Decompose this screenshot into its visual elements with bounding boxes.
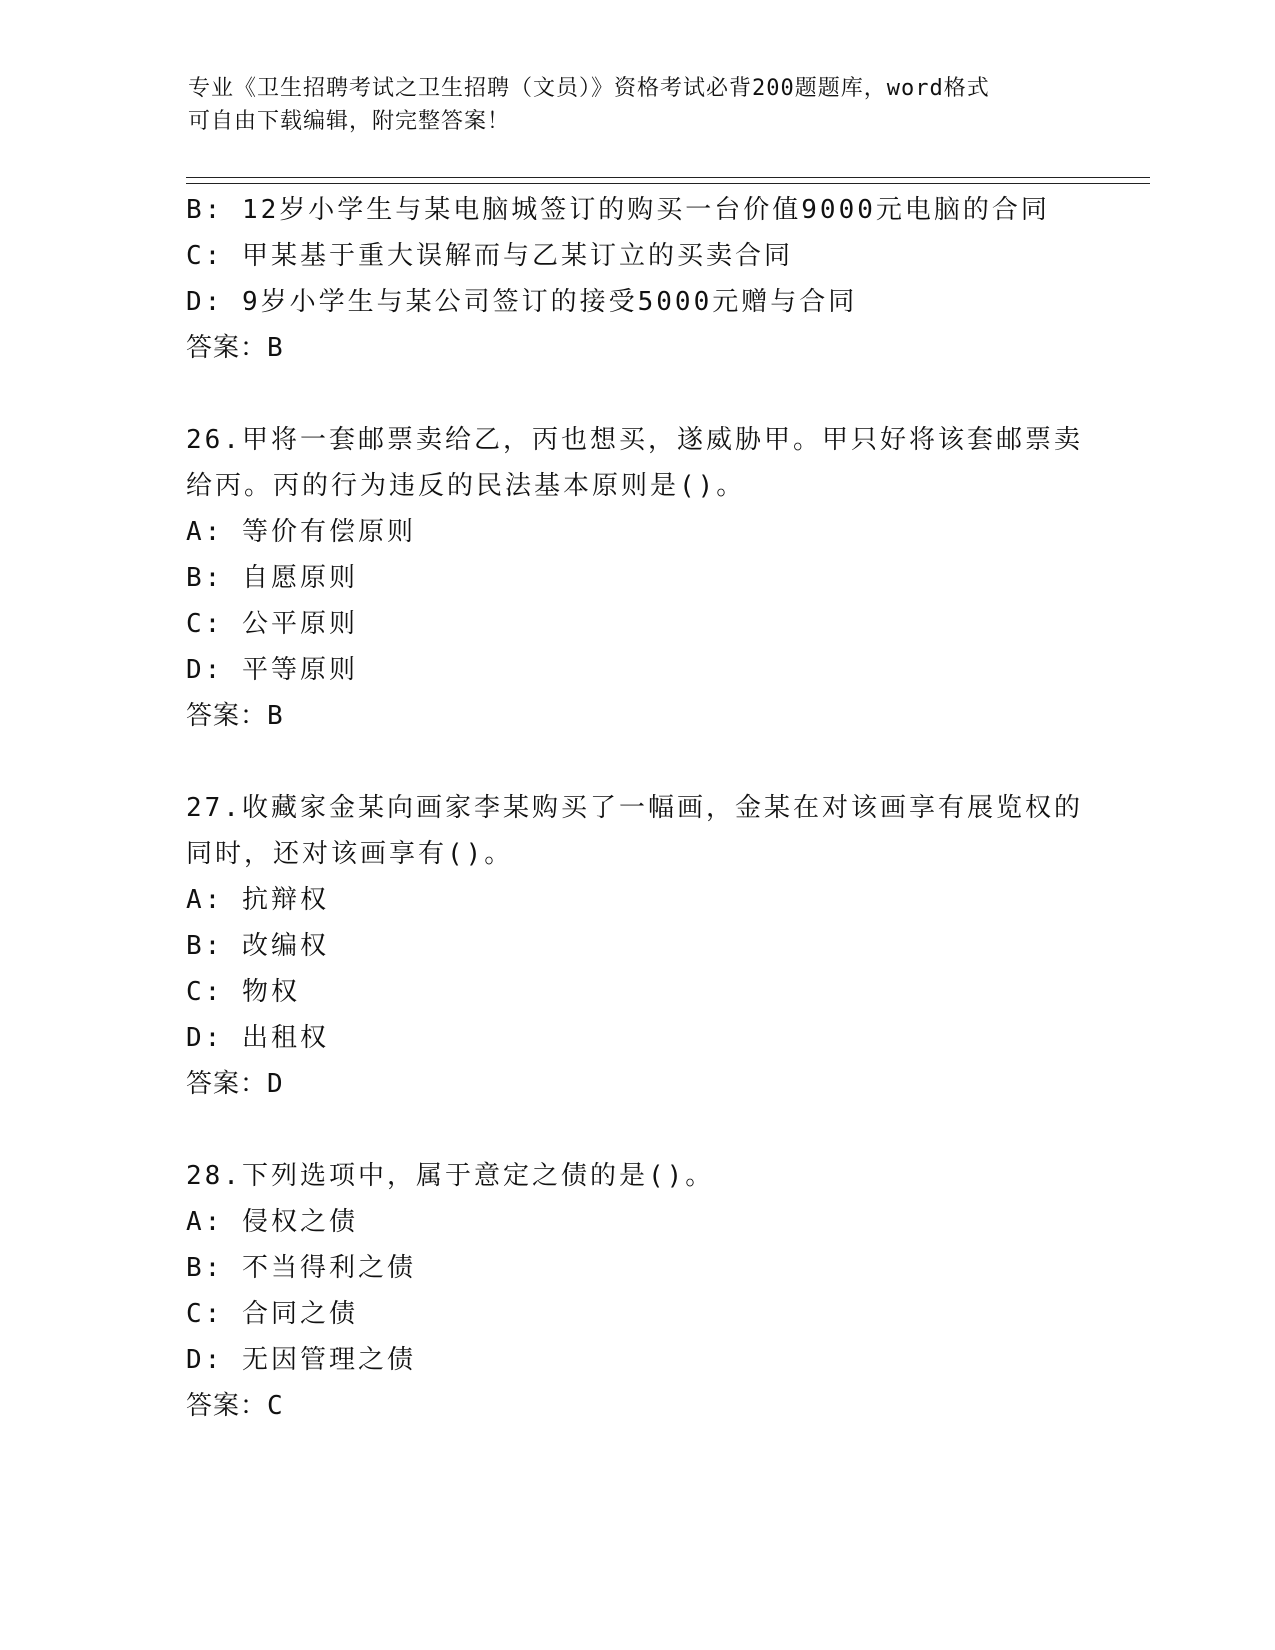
header-title-line-1: 专业《卫生招聘考试之卫生招聘（文员）》资格考试必背200题题库，word格式	[188, 76, 990, 101]
question-list	[186, 187, 1086, 1429]
option-c: C: 公平原则	[186, 609, 358, 639]
option-c: C: 甲某基于重大误解而与乙某订立的买卖合同	[186, 241, 793, 271]
option-a: A: 抗辩权	[186, 885, 329, 915]
question-stem: 28.下列选项中，属于意定之债的是()。	[186, 1161, 715, 1191]
option-d: D: 无因管理之债	[186, 1345, 416, 1375]
spacer	[186, 1107, 1086, 1153]
answer-line: 答案：B	[186, 333, 284, 363]
question-25-continued	[186, 187, 1086, 371]
option-b: B: 改编权	[186, 931, 329, 961]
question-stem: 26.甲将一套邮票卖给乙，丙也想买，遂威胁甲。甲只好将该套邮票卖	[186, 425, 1083, 455]
option-d: D: 平等原则	[186, 655, 358, 685]
option-d: D: 出租权	[186, 1023, 329, 1053]
header-divider-bottom	[186, 183, 1150, 184]
option-b: B: 12岁小学生与某电脑城签订的购买一台价值9000元电脑的合同	[186, 195, 1050, 225]
answer-line: 答案：D	[186, 1069, 284, 1099]
answer-line: 答案：B	[186, 701, 284, 731]
question-stem: 27.收藏家金某向画家李某购买了一幅画，金某在对该画享有展览权的	[186, 793, 1083, 823]
answer-line: 答案：C	[186, 1391, 284, 1421]
option-c: C: 合同之债	[186, 1299, 358, 1329]
option-a: A: 侵权之债	[186, 1207, 358, 1237]
option-d: D: 9岁小学生与某公司签订的接受5000元赠与合同	[186, 287, 858, 317]
question-stem: 给丙。丙的行为违反的民法基本原则是()。	[186, 471, 746, 501]
option-b: B: 不当得利之债	[186, 1253, 416, 1283]
question-27	[186, 785, 1086, 1107]
option-b: B: 自愿原则	[186, 563, 358, 593]
spacer	[186, 371, 1086, 417]
question-26	[186, 417, 1086, 739]
option-a: A: 等价有偿原则	[186, 517, 416, 547]
header-divider-top	[186, 177, 1150, 178]
question-28	[186, 1153, 1086, 1429]
header-title-line-2: 可自由下载编辑，附完整答案！	[188, 109, 511, 134]
option-c: C: 物权	[186, 977, 300, 1007]
document-header	[188, 72, 1088, 138]
spacer	[186, 739, 1086, 785]
question-stem: 同时，还对该画享有()。	[186, 839, 514, 869]
